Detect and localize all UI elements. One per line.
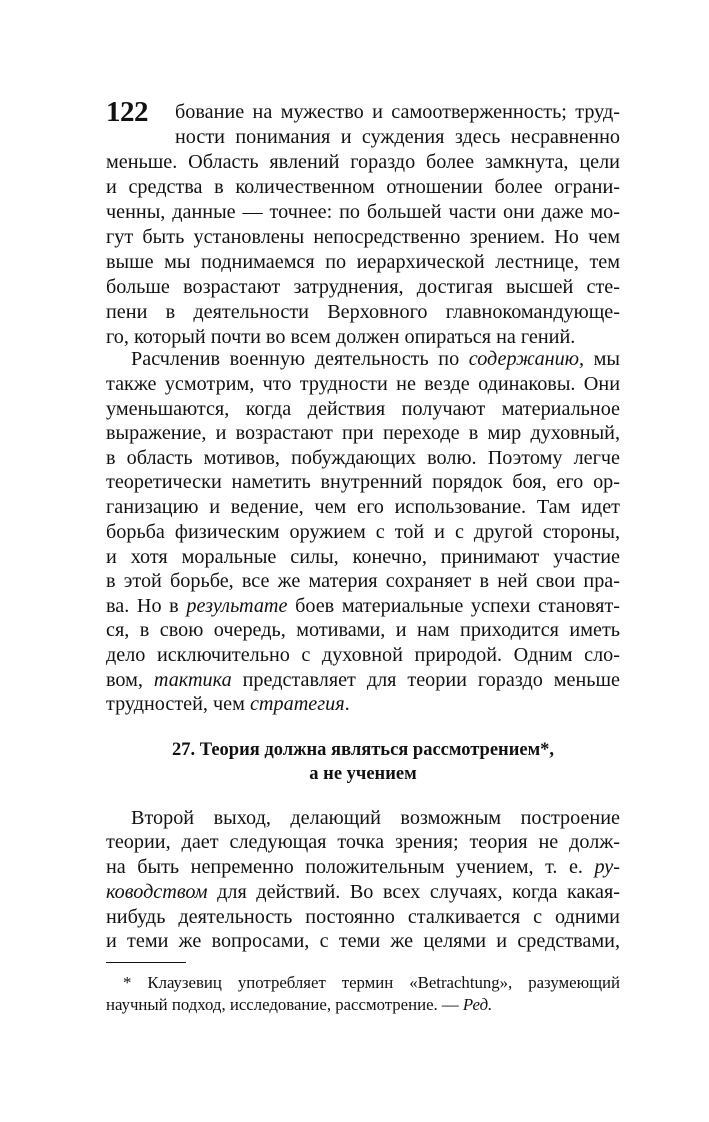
text-line: в область мотивов, побуждающих волю. Поэтому легче — [106, 447, 620, 469]
text-line: ченны, данные — точнее: по большей части они даже мо- — [106, 201, 620, 223]
text-line: вом, тактика представляет для теории гораздо меньше — [106, 669, 620, 691]
footnote-divider — [106, 962, 186, 963]
footnote-line: научный подход, исследование, рассмотрение. — Ред. — [106, 995, 493, 1014]
text-line: меньше. Область явлений гораздо более замкнута, цели — [106, 151, 620, 173]
text-line: ководством для действий. Во всех случаях, когда какая- — [106, 881, 620, 903]
text-line: Расчленив военную деятельность по содержанию, мы — [131, 348, 620, 370]
text-line: дело исключительно с духовной природой. Одним сло- — [106, 644, 620, 666]
text-line: пени в деятельности Верховного главнокомандующе- — [106, 301, 620, 323]
text-line: теоретически наметить внутренний порядок боя, его ор- — [106, 471, 620, 493]
text-line: и хотя моральные силы, конечно, принимают участие — [106, 546, 620, 568]
text-line: и средства в количественном отношении более ограни- — [106, 176, 620, 198]
italic-emphasis: содержанию, — [468, 348, 585, 370]
text-line: борьба физическим оружием с той и с другой стороны, — [106, 521, 620, 543]
text-line: ганизацию и ведение, чем его использование. Там идет — [106, 496, 620, 518]
section-heading: 27. Теория должна являться рассмотрением*, — [171, 740, 555, 760]
text-line: также усмотрим, что трудности не везде одинаковы. Они — [106, 373, 620, 395]
section-heading-continued: а не учением — [309, 764, 417, 784]
text-line: трудностей, чем стратегия. — [106, 693, 350, 715]
italic-emphasis: результате — [186, 595, 288, 617]
text-line: теории, дает следующая точка зрения; теория не долж- — [106, 831, 620, 853]
text-line: на быть непременно положительным учением, т. е. ру- — [106, 856, 620, 878]
italic-emphasis: тактика — [153, 669, 232, 691]
text-line: выше мы поднимаемся по иерархической лестнице, тем — [106, 251, 620, 273]
text-line: выражение, и возрастают при переходе в мир духовный, — [106, 422, 620, 444]
text-line: в этой борьбе, все же материя сохраняет в ней свои пра- — [106, 570, 620, 592]
italic-emphasis: ру- — [594, 856, 620, 878]
text-line: ся, в свою очередь, мотивами, и нам приходится иметь — [106, 619, 620, 641]
italic-emphasis: ководством — [106, 881, 208, 903]
text-line: больше возрастают затруднения, достигая высшей сте- — [106, 276, 620, 298]
text-line: ности понимания и суждения здесь несравненно — [175, 126, 620, 148]
text-line: и теми же вопросами, с теми же целями и средствами, — [106, 930, 620, 952]
text-line: гут быть установлены непосредственно зрением. Но чем — [106, 226, 620, 248]
text-line: бование на мужество и самоотверженность; труд- — [175, 101, 620, 123]
text-line: уменьшаются, когда действия получают материальное — [106, 398, 620, 420]
italic-emphasis: Ред. — [462, 995, 493, 1014]
footnote-line: * Клаузевиц употребляет термин «Betrachtung», разумеющий — [123, 973, 620, 992]
italic-emphasis: стратегия — [249, 693, 345, 715]
text-line: нибудь деятельность постоянно сталкивается с одними — [106, 906, 620, 928]
page-number: 122 — [106, 96, 148, 128]
text-line: Второй выход, делающий возможным построение — [131, 807, 620, 829]
text-line: го, который почти во всем должен опираться на гений. — [106, 326, 576, 348]
text-line: ва. Но в результате боев материальные успехи становят- — [106, 595, 620, 617]
